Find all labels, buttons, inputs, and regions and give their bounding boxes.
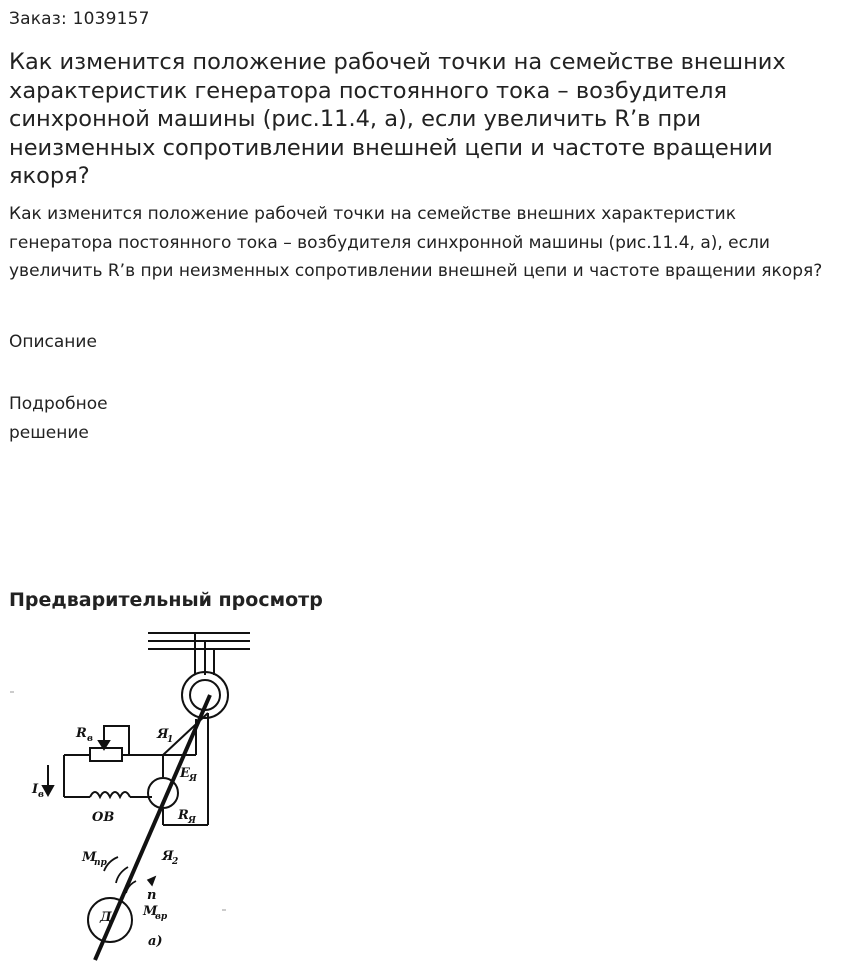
- circuit-figure: [0, 615, 280, 975]
- question-description: Как изменится положение рабочей точки на семействе внешних характеристик генератора постоянного тока – возбудителя синхронной машины (рис.11.4, а), если увеличить R’в при неизменных сопротивлении внешней цепи и частоте вращении якоря?: [9, 204, 823, 282]
- label-ya1-sub: 1: [167, 735, 174, 745]
- label-motor: Д: [100, 910, 112, 925]
- label-ey: E: [180, 766, 190, 781]
- label-ya2: Я: [162, 849, 174, 864]
- circuit-diagram: [0, 615, 280, 975]
- common-shaft: [95, 695, 210, 960]
- label-ov: ОВ: [92, 810, 115, 825]
- label-ya1: Я: [157, 727, 169, 742]
- label-n: n: [147, 888, 157, 903]
- label-ry: R: [178, 808, 189, 823]
- order-number: Заказ: 1039157: [9, 9, 150, 29]
- description-label: Описание: [9, 332, 97, 352]
- label-mvr: M: [143, 904, 158, 919]
- label-rb-sub: в: [87, 734, 93, 744]
- label-mpr: M: [82, 850, 97, 865]
- solution-label: Подробное решение: [9, 394, 108, 443]
- label-rb: R: [76, 726, 87, 741]
- rheostat: [90, 748, 122, 761]
- question-title: Как изменится положение рабочей точки на семействе внешних характеристик генератора постоянного тока – возбудителя синхронной машины (рис.11.4, а), если увеличить R’в при неизменных сопротивлении внешней цепи и частоте вращении якоря?: [9, 49, 786, 190]
- figure-caption: а): [148, 934, 163, 949]
- label-mvr-sub: вр: [155, 912, 168, 922]
- label-ya2-sub: 2: [172, 857, 179, 867]
- label-ey-sub: Я: [189, 774, 197, 784]
- label-ib: I: [32, 782, 39, 797]
- preview-title: Предварительный просмотр: [9, 589, 323, 611]
- label-ry-sub: Я: [188, 816, 196, 826]
- label-ib-sub: в: [38, 790, 44, 800]
- label-mpr-sub: пр: [94, 858, 107, 868]
- field-winding: [90, 792, 130, 797]
